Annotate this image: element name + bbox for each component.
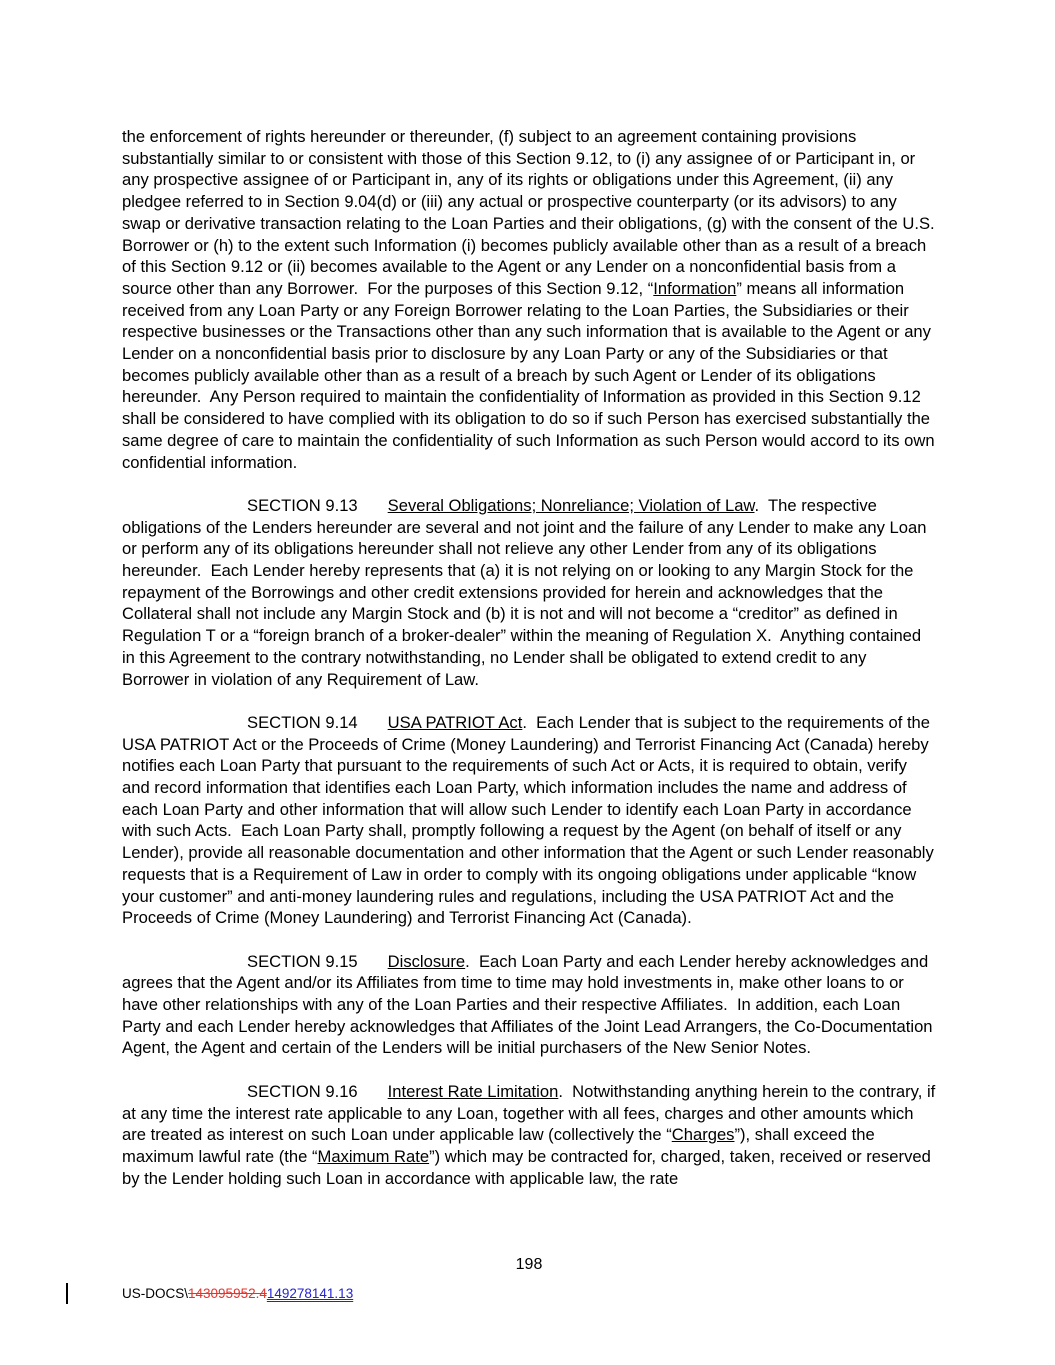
defined-term-charges: Charges [671,1125,735,1145]
section-number: SECTION 9.16 [247,1081,358,1101]
section-title: USA PATRIOT Act [387,712,523,732]
section-9-13 [122,495,936,690]
change-bar-icon [66,1283,68,1304]
footer-inserted-doc-number: 149278141.13 [266,1286,354,1301]
body-text: ”), shall exceed the maximum lawful rate (the “ [122,1125,880,1166]
body-text: ”) which may be contracted for, charged, taken, received or reserved by the Lender holding such Loan in accordance with applicable law, the rate [122,1146,936,1188]
section-9-16 [122,1081,940,1190]
body-text: . Each Loan Party and each Lender hereby acknowledges and agrees that the Agent and/or its Affiliates from time to time may hold investments in, make other loans to or have other relationships with any of the Loan Parties and their respective Affiliates. In addition, each Loan Party and each Lender hereby acknowledges that Affiliates of the Joint Lead Arrangers, the Co-Documentation Agent, the Agent and certain of the Lenders will be initial purchasers of the New Senior Notes. [122,951,937,1058]
page-number: 198 [515,1256,543,1273]
defined-term-maximum-rate: Maximum Rate [317,1146,430,1166]
document-id-footer [122,1286,353,1301]
body-text: . The respective obligations of the Lenders hereunder are several and not joint and the failure of any Lender to make any Loan or perform any of its obligations hereunder shall not relieve any other Lender from any of its obligations hereunder. Each Lender hereby represents that (a) it is not relying on or looking to any Margin Stock for the repayment of the Borrowings and other credit extensions provided for herein and acknowledges that the Collateral shall not include any Margin Stock and (b) it is not and will not become a “creditor” as defined in Regulation T or a “foreign branch of a broker-dealer” within the meaning of Regulation X. Anything contained in this Agreement to the contrary notwithstanding, no Lender shall be obligated to extend credit to any Borrower in violation of any Requirement of Law. [122,495,932,689]
document-body [122,126,940,1189]
section-number: SECTION 9.14 [247,712,358,732]
section-9-14 [122,712,939,929]
footer-deleted-doc-number: 143095952.4 [188,1286,267,1301]
body-text: . Each Lender that is subject to the requirements of the USA PATRIOT Act or the Proceeds of Crime (Money Laundering) and Terrorist Financing Act (Canada) hereby notifies each Loan Party that pursuant to the requirements of such Act or Acts, it is required to obtain, verify and record information that identifies each Loan Party, which information includes the name and address of each Loan Party and other information that will allow such Lender to identify each Loan Party in accordance with such Acts. Each Loan Party shall, promptly following a request by the Agent (on behalf of itself or any Lender), provide all reasonable documentation and other information that the Agent or such Lender reasonably requests that is a Requirement of Law in order to comply with its ongoing obligations under applicable “know your customer” and anti-money laundering rules and regulations, including the USA PATRIOT Act and the Proceeds of Crime (Money Laundering) and Terrorist Financing Act (Canada). [122,712,939,928]
section-title: Several Obligations; Nonreliance; Violation of Law [387,495,755,515]
paragraph-section-9-12-continuation [122,126,940,473]
section-number: SECTION 9.15 [247,951,358,971]
defined-term-information: Information [653,278,737,298]
body-text: the enforcement of rights hereunder or thereunder, (f) subject to an agreement containing provisions substantially similar to or consistent with those of this Section 9.12, to (i) any assignee of or Participant in, or any prospective assignee of or Participant in, any of its rights or obligations under this Agreement, (ii) any pledgee referred to in Section 9.04(d) or (iii) any actual or prospective counterparty (or its advisors) to any swap or derivative transaction relating to the Loan Parties and their obligations, (g) with the consent of the U.S. Borrower or (h) to the extent such Information (i) becomes publicly available other than as a result of a breach of this Section 9.12 or (ii) becomes available to the Agent or any Lender on a nonconfidential basis from a source other than any Borrower. For the purposes of this Section 9.12, “ [122,127,940,298]
body-text: . Notwithstanding anything herein to the contrary, if at any time the interest rate applicable to any Loan, together with all fees, charges and other amounts which are treated as interest on such Loan under applicable law (collectively the “ [122,1081,940,1145]
footer-prefix: US-DOCS\ [122,1286,189,1301]
section-number: SECTION 9.13 [247,495,358,515]
section-9-15 [122,951,936,1060]
section-title: Disclosure [387,951,466,971]
section-title: Interest Rate Limitation [387,1081,559,1101]
body-text: ” means all information received from any Loan Party or any Foreign Borrower relating to the Loan Parties, the Subsidiaries or their respective businesses or the Transactions other than any such information that is available to the Agent or any Lender on a nonconfidential basis prior to disclosure by any Loan Party or any of the Subsidiaries or that becomes publicly available other than as a result of a breach by such Agent or Lender of its obligations hereunder. Any Person required to maintain the confidentiality of Information as provided in this Section 9.12 shall be considered to have complied with its obligation to do so if such Person has exercised substantially the same degree of care to maintain the confidentiality of such Information as such Person would accord to its own confidential information. [122,278,940,472]
